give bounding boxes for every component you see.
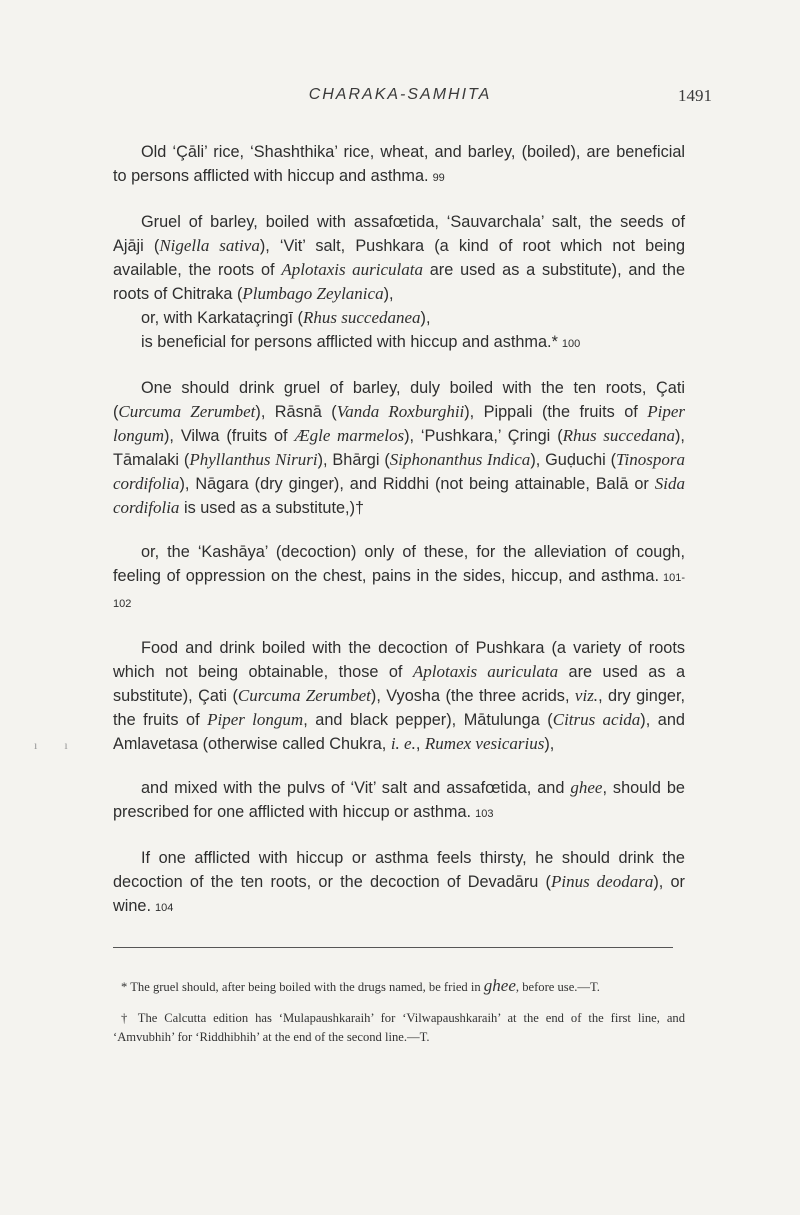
paragraph-stacked bbox=[113, 306, 685, 356]
text-run: ), or wine. bbox=[113, 873, 685, 915]
text-run: If one afflicted with hiccup or asthma feels thirsty, he should drink the decoction of the ten roots, or the decoction of Devadāru ( bbox=[113, 849, 685, 891]
italic-term: Curcuma Zerumbet bbox=[118, 402, 256, 421]
italic-term: Aplotaxis auriculata bbox=[412, 662, 559, 681]
text-run: are used as a substitute), and the roots of Chitraka ( bbox=[113, 261, 686, 303]
page-number: 1491 bbox=[678, 86, 712, 105]
italic-term: Plumbago Zeylanica bbox=[242, 284, 384, 303]
text-run: ), Tāmalaki ( bbox=[113, 427, 685, 469]
footnotes bbox=[113, 976, 685, 1059]
italic-term: Rhus succedanea bbox=[302, 308, 421, 327]
italic-term: Pinus deodara bbox=[550, 872, 654, 891]
italic-term: Piper longum bbox=[207, 710, 304, 729]
italic-term: Curcuma Zerumbet bbox=[237, 686, 371, 705]
paragraph bbox=[113, 140, 685, 190]
italic-term: ghee bbox=[570, 778, 603, 797]
verse-number: 103 bbox=[475, 808, 494, 820]
italic-term: Nigella sativa bbox=[159, 236, 260, 255]
text-run: ), Nāgara (dry ginger), and Riddhi (not being attainable, Balā or bbox=[179, 475, 655, 493]
italic-term: Aplotaxis auriculata bbox=[281, 260, 423, 279]
running-header: CHARAKA-SAMHITA bbox=[308, 86, 492, 103]
text-run: , should be prescribed for one afflicted with hiccup or asthma. bbox=[113, 779, 685, 821]
footnote-divider bbox=[113, 947, 673, 948]
text-run: † The Calcutta edition has ‘Mulapaushkaraih’ for ‘Vilwapaushkaraih’ at the end of the first line, and ‘Amvubhih’ for ‘Riddhibhih’ at the end of the second line.—T. bbox=[113, 1011, 685, 1044]
italic-term: Citrus acida bbox=[552, 710, 641, 729]
text-run: , dry ginger, the fruits of bbox=[113, 687, 685, 729]
text-run: ), bbox=[544, 735, 555, 753]
italic-term: ghee bbox=[483, 976, 516, 995]
text-run: ), Rāsnā ( bbox=[255, 403, 337, 421]
verse-number: 100 bbox=[561, 338, 581, 350]
text-run: are used as a substitute), Çati ( bbox=[113, 663, 686, 705]
text-run: ), Guḍuchi ( bbox=[530, 451, 617, 469]
text-run: ), and Amlavetasa (otherwise called Chukra, bbox=[113, 711, 685, 753]
text-run: ), bbox=[383, 285, 394, 303]
text-run: is beneficial for persons afflicted with hiccup and asthma.* bbox=[141, 333, 558, 351]
paragraph-line bbox=[113, 306, 685, 330]
verse-number: 104 bbox=[155, 902, 174, 914]
text-run: ), ‘Pushkara,’ Çringi ( bbox=[404, 427, 563, 445]
italic-term: Siphonanthus Indica bbox=[389, 450, 531, 469]
text-run: ), Bhārgi ( bbox=[317, 451, 390, 469]
footnote bbox=[113, 976, 685, 997]
text-run: , bbox=[415, 735, 425, 753]
margin-tick-marks: ı ı bbox=[34, 738, 80, 752]
footnote bbox=[113, 1009, 685, 1047]
verse-number: 101-102 bbox=[113, 572, 685, 610]
paragraph bbox=[113, 210, 685, 306]
text-run: ), bbox=[420, 309, 431, 327]
paragraph bbox=[113, 636, 685, 756]
italic-term: Phyllanthus Niruri bbox=[189, 450, 318, 469]
italic-term: Sida cordifolia bbox=[113, 474, 685, 517]
italic-term: Vanda Roxburghii bbox=[336, 402, 465, 421]
text-run: is used as a substitute,)† bbox=[179, 499, 365, 517]
text-run: Old ‘Çāli’ rice, ‘Shashthika’ rice, wheat, and barley, (boiled), are beneficial to persons afflicted with hiccup and asthma. bbox=[113, 143, 685, 185]
italic-term: viz. bbox=[574, 686, 599, 705]
text-run: and mixed with the pulvs of ‘Vit’ salt and assafœtida, and bbox=[141, 779, 571, 797]
paragraph bbox=[113, 846, 685, 920]
paragraph bbox=[113, 776, 685, 826]
italic-term: Ægle marmelos bbox=[294, 426, 405, 445]
italic-term: Rumex vesicarius bbox=[424, 734, 545, 753]
text-run: ), Vilwa (fruits of bbox=[164, 427, 295, 445]
text-run: ), Vyosha (the three acrids, bbox=[370, 687, 575, 705]
text-run: , before use.—T. bbox=[515, 980, 600, 994]
body-text bbox=[113, 140, 685, 940]
italic-term: Tinospora cordifolia bbox=[113, 450, 685, 493]
text-run: Food and drink boiled with the decoction of Pushkara (a variety of roots which not being obtainable, those of bbox=[113, 639, 685, 681]
italic-term: i. e. bbox=[390, 734, 416, 753]
text-run: * The gruel should, after being boiled with the drugs named, be fried in bbox=[121, 980, 484, 994]
text-run: ), Pippali (the fruits of bbox=[464, 403, 648, 421]
text-run: or, the ‘Kashāya’ (decoction) only of these, for the alleviation of cough, feeling of oppression on the chest, pains in the sides, hiccup, and asthma. bbox=[113, 543, 685, 585]
text-run: Gruel of barley, boiled with assafœtida, ‘Sauvarchala’ salt, the seeds of Ajāji ( bbox=[113, 213, 685, 255]
text-run: , and black pepper), Mātulunga ( bbox=[303, 711, 553, 729]
paragraph bbox=[113, 376, 685, 520]
italic-term: Piper longum bbox=[113, 402, 685, 445]
text-run: ), ‘Vit’ salt, Pushkara (a kind of root which not being available, the roots of bbox=[113, 237, 685, 279]
italic-term: Rhus succedana bbox=[562, 426, 676, 445]
verse-number: 99 bbox=[432, 172, 445, 184]
text-run: One should drink gruel of barley, duly boiled with the ten roots, Çati ( bbox=[113, 379, 685, 421]
text-run: or, with Karkataçringī ( bbox=[141, 309, 303, 327]
paragraph bbox=[113, 540, 685, 616]
paragraph-line bbox=[113, 330, 685, 356]
